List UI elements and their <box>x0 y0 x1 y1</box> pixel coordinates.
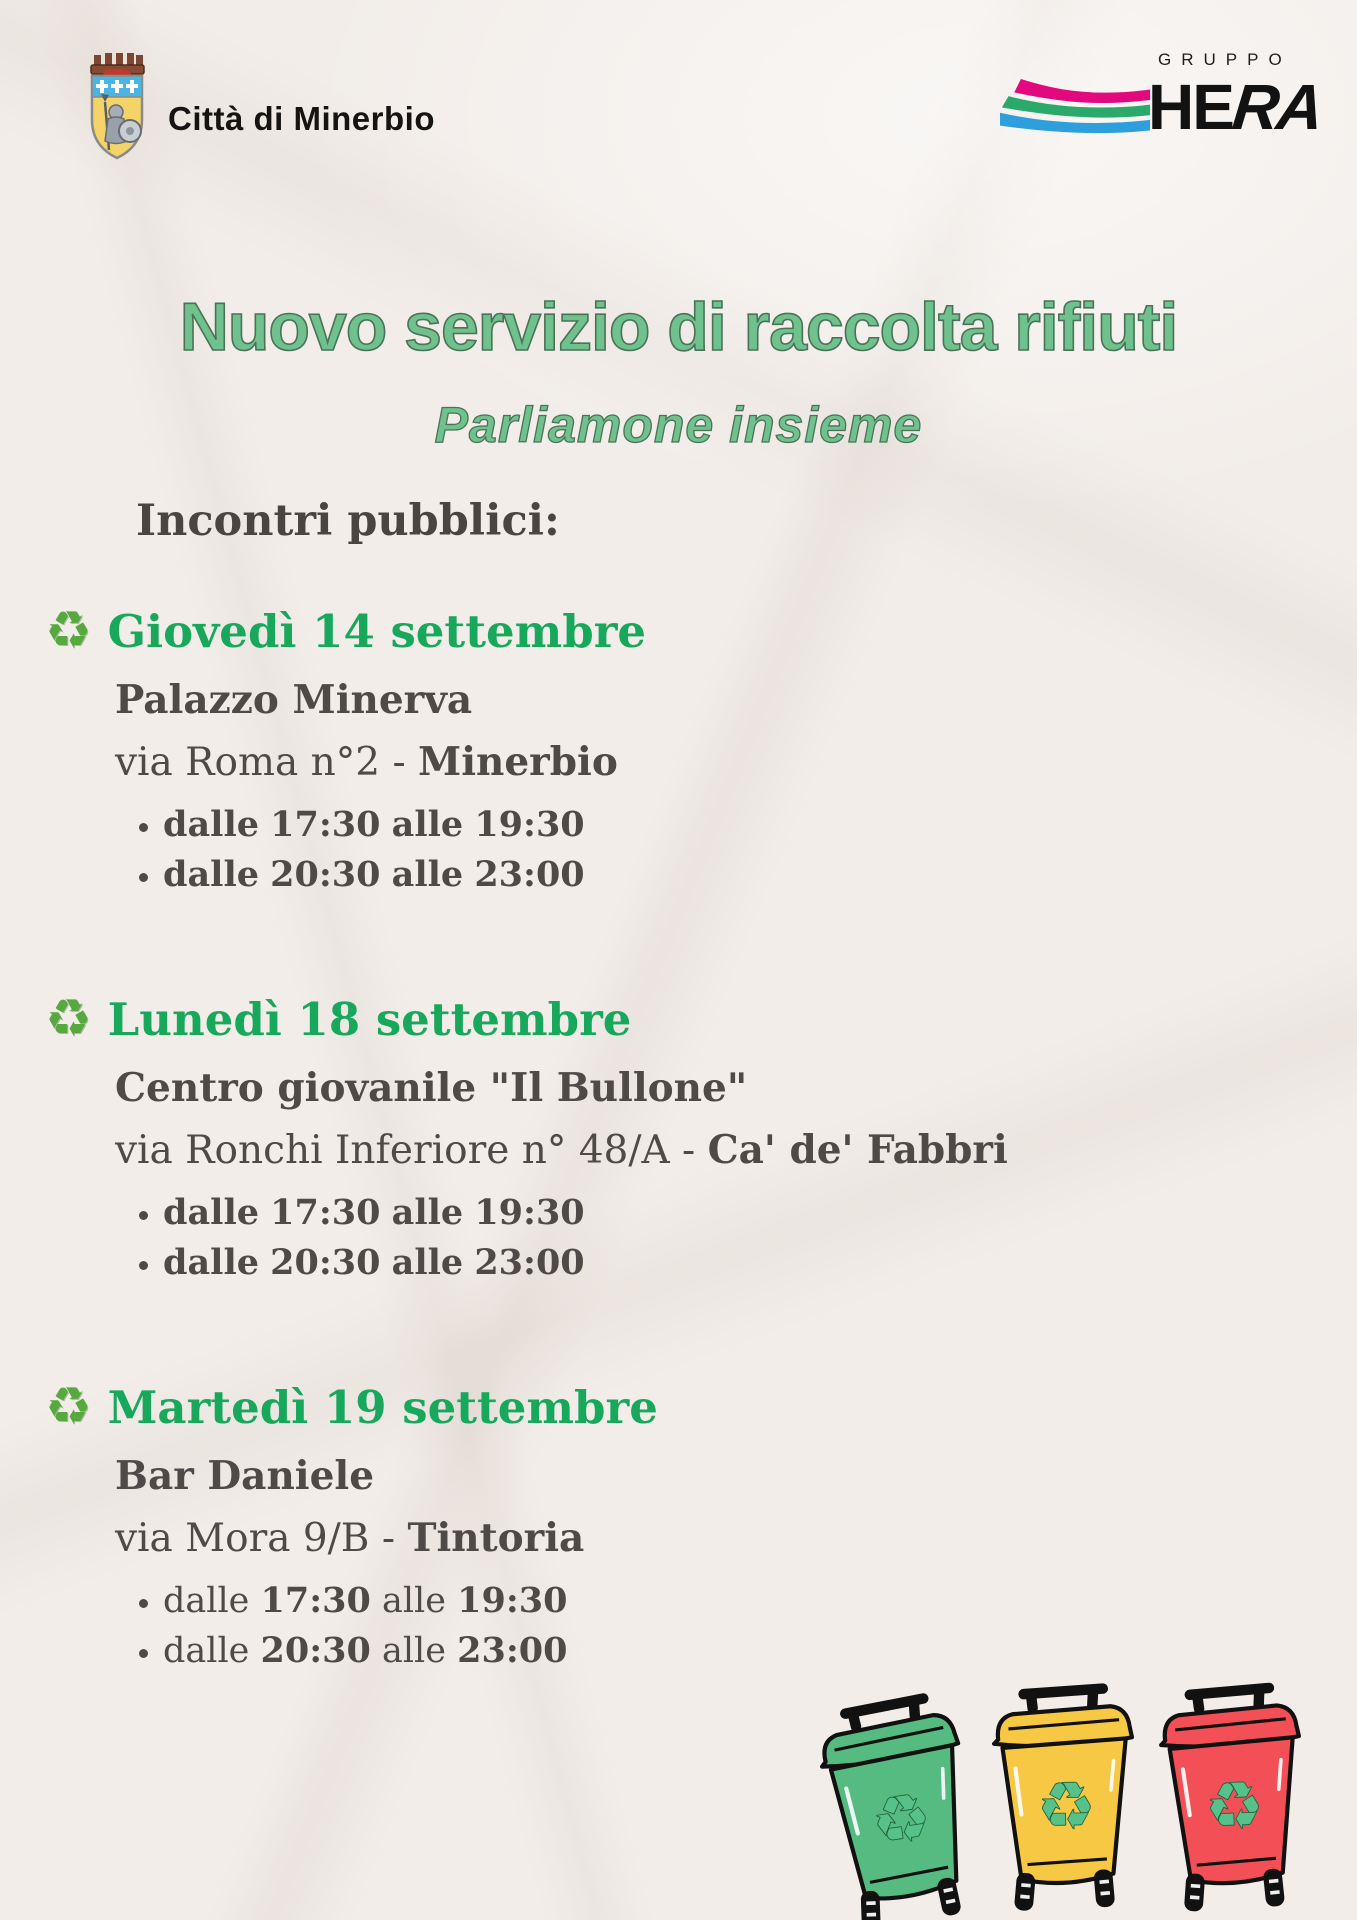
event-venue: Bar Daniele <box>115 1453 375 1499</box>
time-slot: • dalle 20:30 alle 23:00 <box>163 1626 1025 1676</box>
page-title: Nuovo servizio di raccolta rifiuti <box>179 288 1178 365</box>
event-times <box>115 1576 1025 1676</box>
bin-recycle-symbol: ♻ <box>1204 1768 1265 1846</box>
event-address: via Mora 9/B - Tintoria <box>115 1515 585 1561</box>
event-times <box>115 800 1025 900</box>
event-venue: Centro giovanile "Il Bullone" <box>115 1065 748 1111</box>
time-slot: • dalle 17:30 alle 19:30 <box>163 800 1025 850</box>
recycle-icon: ♻ <box>45 601 92 661</box>
time-slot: • dalle 17:30 alle 19:30 <box>163 1188 1025 1238</box>
time-slot: • dalle 17:30 alle 19:30 <box>163 1576 1025 1626</box>
recycle-icon: ♻ <box>45 1377 92 1437</box>
event-details <box>115 1057 1025 1288</box>
bin-recycle-symbol: ♻ <box>1036 1768 1096 1845</box>
event-address: via Roma n°2 - Minerbio <box>115 739 618 785</box>
event-venue: Palazzo Minerva <box>115 677 473 723</box>
green-bin-icon <box>799 1685 997 1920</box>
event-locality: Tintoria <box>407 1515 585 1561</box>
event-date-row <box>45 989 1025 1049</box>
yellow-bin-icon <box>978 1681 1150 1914</box>
event-item <box>45 989 1025 1288</box>
event-date: Giovedì 14 settembre <box>107 605 647 658</box>
event-item <box>45 1377 1025 1676</box>
time-slot: • dalle 20:30 alle 23:00 <box>163 850 1025 900</box>
bin-recycle-symbol: ♻ <box>867 1779 936 1862</box>
event-date-row <box>45 601 1025 661</box>
municipality-name: Città di Minerbio <box>168 100 435 137</box>
event-locality: Minerbio <box>418 739 618 785</box>
red-bin-icon <box>1144 1679 1320 1915</box>
hera-group-label: GRUPPO <box>1158 50 1292 69</box>
event-details <box>115 1445 1025 1676</box>
event-address: via Ronchi Inferiore n° 48/A - Ca' de' Fabbri <box>115 1127 1008 1173</box>
hera-stripes-icon <box>1000 56 1152 160</box>
event-item <box>45 601 1025 900</box>
events-list <box>45 601 1025 1768</box>
time-slot: • dalle 20:30 alle 23:00 <box>163 1238 1025 1288</box>
event-locality: Ca' de' Fabbri <box>707 1127 1008 1173</box>
event-details <box>115 669 1025 900</box>
minerbio-coat-of-arms-icon <box>72 46 162 166</box>
event-times <box>115 1188 1025 1288</box>
page-subtitle: Parliamone insieme <box>434 396 923 453</box>
recycle-icon: ♻ <box>45 989 92 1049</box>
event-date: Martedì 19 settembre <box>107 1381 658 1434</box>
recycling-bins-illustration <box>812 1682 1316 1912</box>
intro-heading: Incontri pubblici: <box>136 496 560 546</box>
event-date-row <box>45 1377 1025 1437</box>
hera-logo <box>1000 46 1335 164</box>
event-date: Lunedì 18 settembre <box>107 993 632 1046</box>
hera-brand-name: HERA <box>1148 71 1326 143</box>
